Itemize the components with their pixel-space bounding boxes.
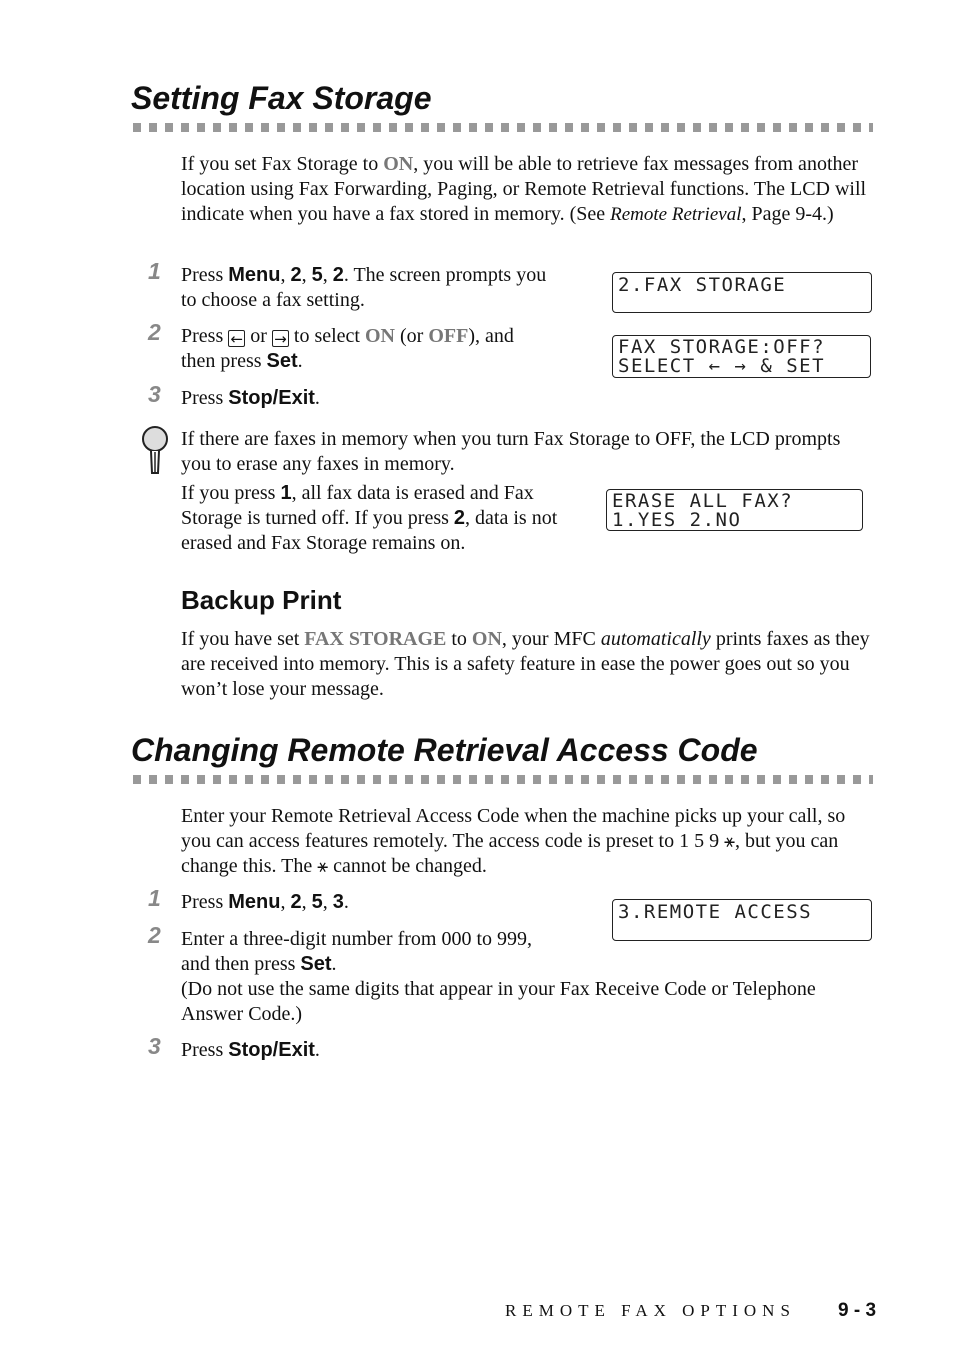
step-number: 1 (148, 258, 161, 284)
note-lightbulb-icon (139, 425, 171, 477)
remote-access-intro: Enter your Remote Retrieval Access Code when the machine picks up your call, so you can access features remotely. The access code is preset to 1 5 9 ⚹, but you can change this. The ⚹ cannot be changed. (181, 805, 846, 877)
lcd-display: ERASE ALL FAX? 1.YES 2.NO (606, 489, 863, 531)
step-number: 2 (148, 319, 161, 345)
step-3-text: Press Stop/Exit. (181, 1039, 320, 1061)
star-key-icon: ⚹ (317, 856, 329, 877)
section-title-fax-storage: Setting Fax Storage (131, 80, 432, 116)
note-text: If there are faxes in memory when you turn Fax Storage to OFF, the LCD prompts you to erase any faxes in memory. (181, 428, 841, 475)
title-divider (133, 123, 873, 132)
lcd-display: 2.FAX STORAGE (612, 272, 872, 313)
right-arrow-key-icon: → (272, 330, 289, 347)
note-text-2: If you press 1, all fax data is erased and Fax Storage is turned off. If you press 2, data is not erased and Fax Storage remains on. (181, 482, 558, 554)
left-arrow-key-icon: ← (228, 330, 245, 347)
step-number: 3 (148, 1033, 161, 1059)
step-3-text: Press Stop/Exit. (181, 387, 320, 409)
title-divider (133, 775, 873, 784)
section-title-remote-access: Changing Remote Retrieval Access Code (131, 732, 758, 768)
page-number: 9 - 3 (838, 1300, 877, 1321)
step-1-text: Press Menu, 2, 5, 2. The screen prompts you to choose a fax setting. (181, 264, 547, 311)
step-2-text: Press ← or → to select ON (or OFF), and then press Set. (181, 325, 514, 372)
backup-print-heading: Backup Print (181, 585, 342, 615)
step-number: 1 (148, 885, 161, 911)
footer-chapter-label: REMOTE FAX OPTIONS (505, 1301, 796, 1320)
backup-print-text: If you have set FAX STORAGE to ON, your MFC automatically prints faxes as they are received into memory. This is a safety feature in ease the power goes out so you won’t lose your message. (181, 628, 870, 700)
step-number: 2 (148, 922, 161, 948)
step-2-text: Enter a three-digit number from 000 to 999, and then press Set. (181, 928, 533, 975)
lcd-display: FAX STORAGE:OFF? SELECT ← → & SET (612, 335, 871, 378)
fax-storage-intro: If you set Fax Storage to ON, you will be able to retrieve fax messages from another location using Fax Forwarding, Paging, or Remote Retrieval functions. The LCD will indicate when you have a fax stored in memory. (See Remote Retrieval, Page 9-4.) (181, 153, 867, 225)
lcd-display: 3.REMOTE ACCESS (612, 899, 872, 941)
step-1-text: Press Menu, 2, 5, 3. (181, 891, 349, 913)
step-number: 3 (148, 381, 161, 407)
step-2-note: (Do not use the same digits that appear in your Fax Receive Code or Telephone Answer Code.) (181, 978, 816, 1025)
star-key-icon: ⚹ (724, 831, 735, 852)
